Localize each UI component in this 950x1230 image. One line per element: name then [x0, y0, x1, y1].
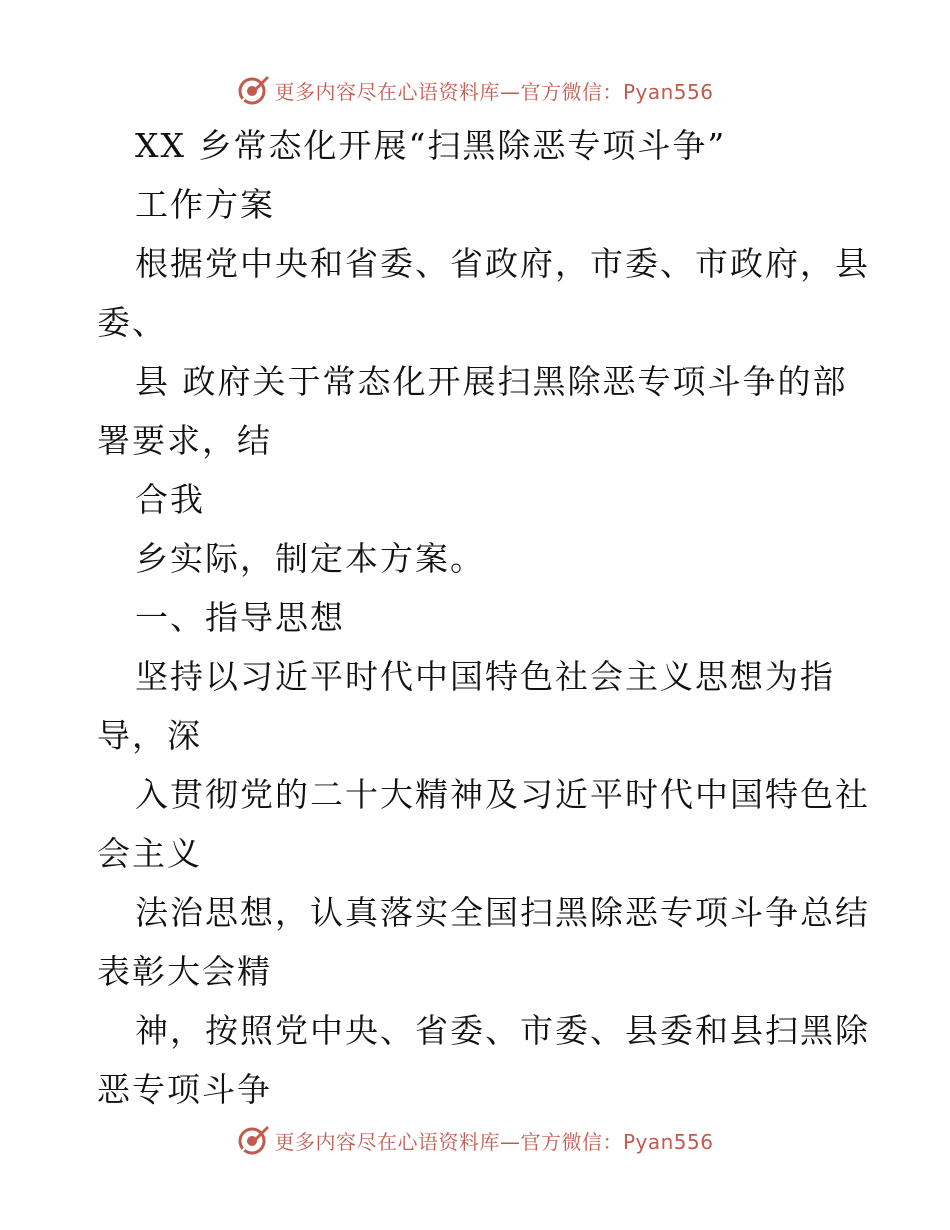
text-line: 法治思想，认真落实全国扫黑除恶专项斗争总结	[135, 893, 870, 932]
footer-banner	[0, 1120, 950, 1160]
text-line: 合我	[135, 480, 205, 519]
text-line: 乡实际，制定本方案。	[135, 539, 485, 578]
text-line: 表彰大会精	[97, 952, 272, 991]
header-banner	[0, 70, 950, 110]
text-line: 委、	[97, 303, 167, 342]
text-line: 会主义	[97, 834, 202, 873]
section-heading: 一、指导思想	[135, 598, 345, 637]
text-line: 根据党中央和省委、省政府，市委、市政府，县	[135, 244, 870, 283]
text-line: 入贯彻党的二十大精神及习近平时代中国特色社	[135, 775, 870, 814]
text-line: 坚持以习近平时代中国特色社会主义思想为指	[135, 657, 835, 696]
header-banner-text: 更多内容尽在心语资料库—官方微信：Pyan556	[274, 79, 714, 104]
text-line: 神，按照党中央、省委、市委、县委和县扫黑除	[135, 1011, 870, 1050]
red-quill-logo-icon	[236, 73, 270, 107]
text-line: 恶专项斗争	[97, 1070, 272, 1109]
text-line: 县 政府关于常态化开展扫黑除恶专项斗争的部	[135, 362, 848, 401]
document-title: XX 乡常态化开展“扫黑除恶专项斗争”	[135, 126, 727, 165]
text-line: 署要求，结	[97, 421, 272, 460]
text-line: 导，深	[97, 716, 202, 755]
red-quill-logo-icon	[236, 1123, 270, 1157]
footer-banner-text: 更多内容尽在心语资料库—官方微信：Pyan556	[274, 1129, 714, 1154]
document-subtitle: 工作方案	[135, 185, 275, 224]
